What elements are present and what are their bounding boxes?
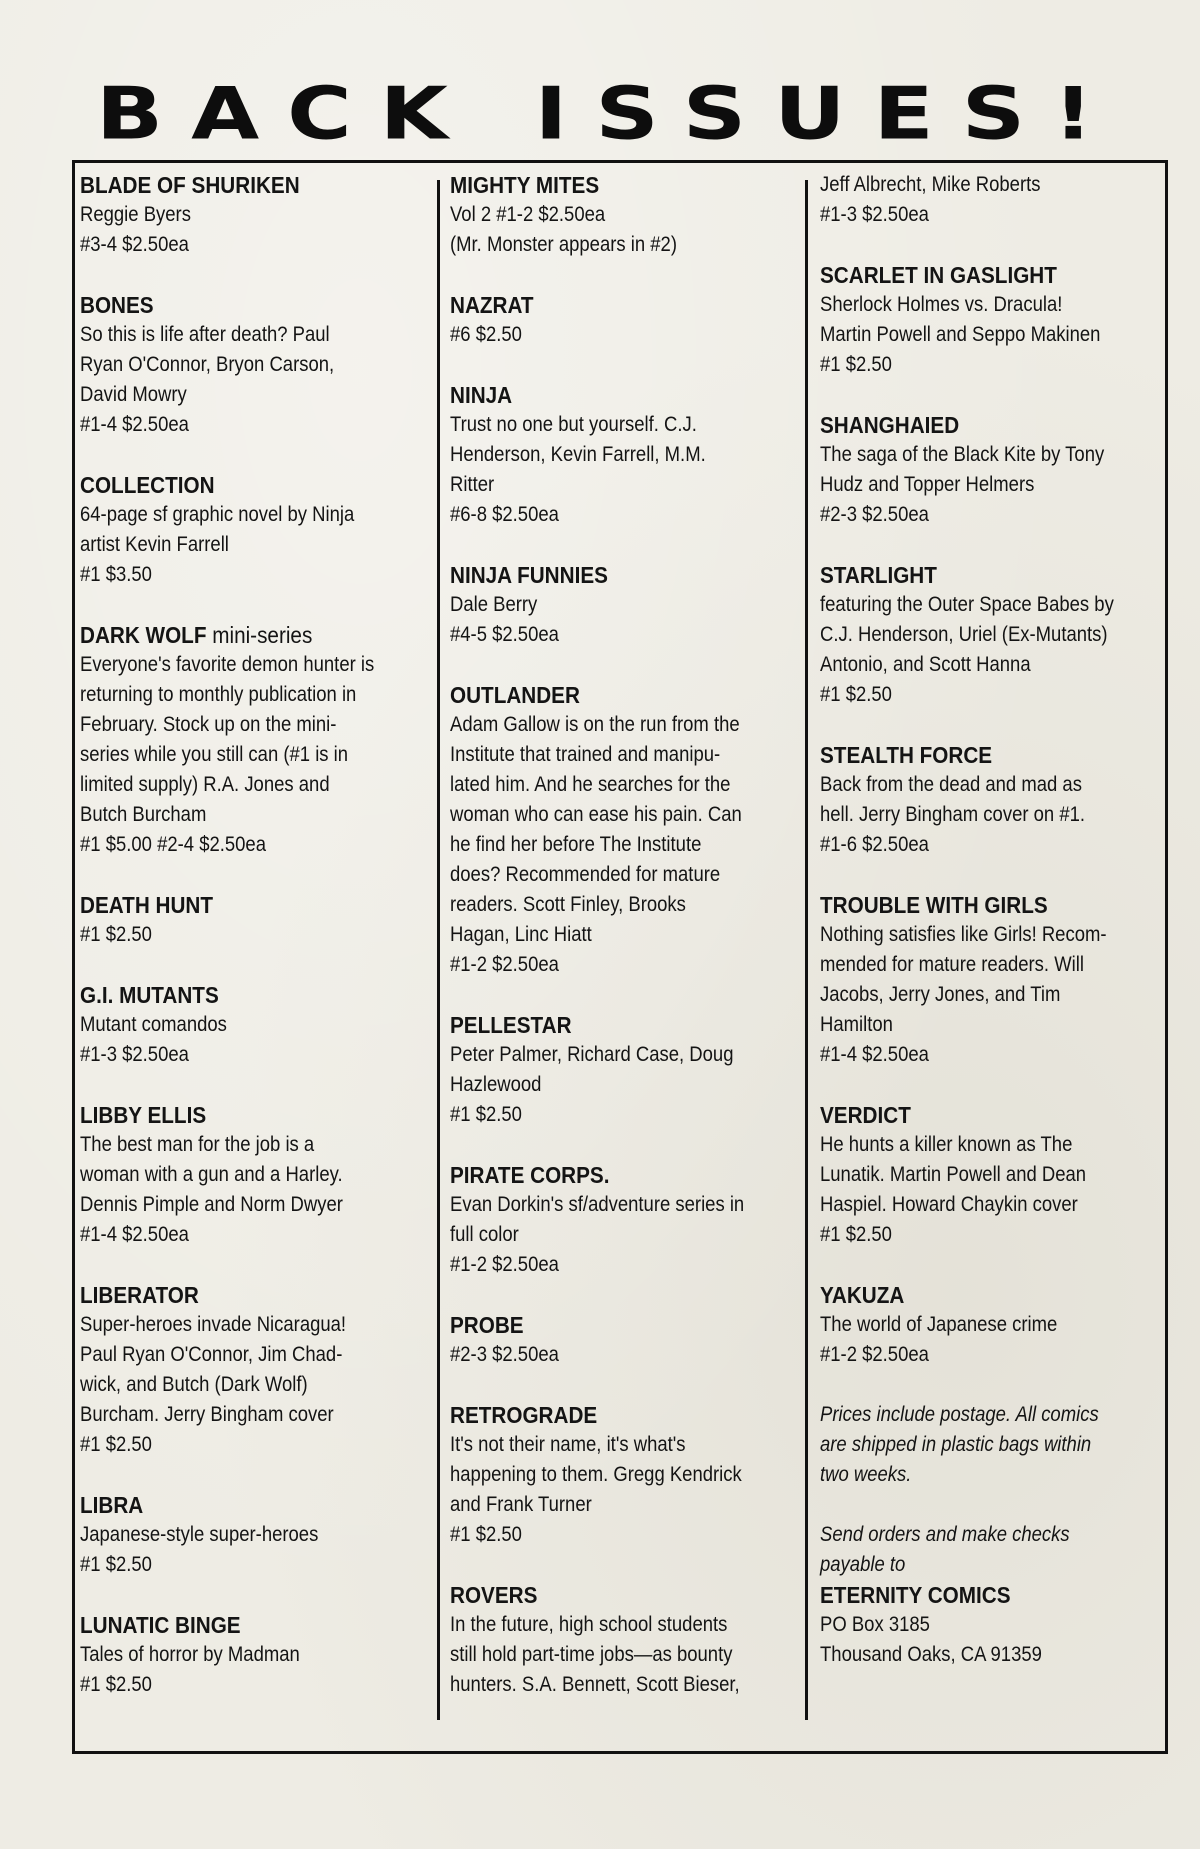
issue-detail-line: Paul Ryan O'Connor, Jim Chad-: [80, 1343, 343, 1366]
issue-detail-line: The saga of the Black Kite by Tony: [820, 443, 1105, 466]
issue-detail-line: happening to them. Gregg Kendrick: [450, 1463, 742, 1486]
issue-detail-line: Trust no one but yourself. C.J.: [450, 413, 697, 436]
issue-title-text: SHANGHAIED: [820, 412, 960, 438]
issue-title-text: OUTLANDER: [450, 682, 580, 708]
issue-detail-line: still hold part-time jobs—as bounty: [450, 1643, 733, 1666]
issue-detail-line: Tales of horror by Madman: [80, 1643, 300, 1666]
issue-title: [450, 170, 756, 200]
issue-detail-line: It's not their name, it's what's: [450, 1433, 686, 1456]
issue-entry: [450, 1310, 790, 1370]
issue-title: [80, 1280, 386, 1310]
issue-detail-line: Jacobs, Jerry Jones, and Tim: [820, 983, 1061, 1006]
issue-title: [80, 470, 386, 500]
issue-title-text: NINJA: [450, 382, 513, 408]
issue-detail-line: wick, and Butch (Dark Wolf): [80, 1373, 308, 1396]
issue-detail-line: full color: [450, 1223, 519, 1246]
issue-detail-line: So this is life after death? Paul: [80, 323, 330, 346]
issue-detail-line: Japanese-style super-heroes: [80, 1523, 319, 1546]
issue-title: [80, 620, 386, 650]
issue-title-text: YAKUZA: [820, 1282, 905, 1308]
issue-detail-line: #1 $2.50: [820, 1223, 892, 1246]
page-title: BACK ISSUES!: [96, 71, 1122, 156]
issue-detail-line: #1-3 $2.50ea: [80, 1043, 189, 1066]
issue-entry: [80, 620, 420, 860]
issue-entry: [450, 1010, 790, 1130]
issue-detail-line: #3-4 $2.50ea: [80, 233, 189, 256]
issue-detail-line: Evan Dorkin's sf/adventure series in: [450, 1193, 745, 1216]
issue-detail-line: Adam Gallow is on the run from the: [450, 713, 740, 736]
issue-title: [80, 1100, 386, 1130]
issue-detail-line: Jeff Albrecht, Mike Roberts: [820, 173, 1041, 196]
issue-detail-line: In the future, high school students: [450, 1613, 728, 1636]
issue-title-text: STEALTH FORCE: [820, 742, 993, 768]
issue-entry: [80, 980, 420, 1070]
issue-entry: [450, 1160, 790, 1280]
issue-detail-line: PO Box 3185: [820, 1613, 930, 1636]
issue-title: [450, 1160, 756, 1190]
issue-entry: [450, 170, 790, 260]
issue-detail-line: Hudz and Topper Helmers: [820, 473, 1035, 496]
issue-entry: [820, 560, 1160, 710]
issue-detail-line: Dennis Pimple and Norm Dwyer: [80, 1193, 343, 1216]
issue-detail-line: #1-2 $2.50ea: [450, 1253, 559, 1276]
column-divider: [805, 180, 808, 1720]
issue-title-text: ROVERS: [450, 1582, 538, 1608]
issue-entry: [80, 290, 420, 440]
issue-detail-line: 64-page sf graphic novel by Ninja: [80, 503, 355, 526]
issue-entry: [450, 560, 790, 650]
issue-title-text: PROBE: [450, 1312, 524, 1338]
issue-detail-line: and Frank Turner: [450, 1493, 592, 1516]
issue-detail-line: limited supply) R.A. Jones and: [80, 773, 330, 796]
issue-detail-line: woman who can ease his pain. Can: [450, 803, 742, 826]
issue-detail-line: hell. Jerry Bingham cover on #1.: [820, 803, 1086, 826]
issue-detail-line: two weeks.: [820, 1463, 912, 1486]
issue-detail-line: #1-6 $2.50ea: [820, 833, 929, 856]
issue-detail-line: hunters. S.A. Bennett, Scott Bieser,: [450, 1673, 740, 1696]
issue-detail-line: readers. Scott Finley, Brooks: [450, 893, 686, 916]
issue-title-text: RETROGRADE: [450, 1402, 598, 1428]
issue-title: [450, 1310, 756, 1340]
issue-detail-line: February. Stock up on the mini-: [80, 713, 337, 736]
issue-entry: [820, 170, 1160, 230]
issue-entry: [80, 890, 420, 950]
issue-entry: [450, 380, 790, 530]
issue-detail-line: Back from the dead and mad as: [820, 773, 1082, 796]
issue-title-text: BONES: [80, 292, 154, 318]
issue-title: [450, 1400, 756, 1430]
issue-detail-line: woman with a gun and a Harley.: [80, 1163, 343, 1186]
issue-title-text: LUNATIC BINGE: [80, 1612, 241, 1638]
issue-title: [820, 1100, 1126, 1130]
issue-detail-line: Everyone's favorite demon hunter is: [80, 653, 375, 676]
issue-detail-line: Henderson, Kevin Farrell, M.M.: [450, 443, 706, 466]
issue-detail-line: #1 $2.50: [450, 1523, 522, 1546]
issue-title: [820, 1580, 1126, 1610]
issue-entry: [450, 290, 790, 350]
issue-title: [820, 260, 1126, 290]
issue-detail-line: #1 $5.00 #2-4 $2.50ea: [80, 833, 266, 856]
issue-detail-line: Nothing satisfies like Girls! Recom-: [820, 923, 1107, 946]
issue-detail-line: does? Recommended for mature: [450, 863, 721, 886]
issue-title: [450, 290, 756, 320]
issue-title-text: NAZRAT: [450, 292, 534, 318]
issue-title: [450, 1010, 756, 1040]
issue-detail-line: #1-4 $2.50ea: [80, 413, 189, 436]
issue-title-text: MIGHTY MITES: [450, 172, 600, 198]
issue-detail-line: David Mowry: [80, 383, 187, 406]
issue-detail-line: #4-5 $2.50ea: [450, 623, 559, 646]
issue-title: [820, 560, 1126, 590]
issue-title-text: SCARLET IN GASLIGHT: [820, 262, 1057, 288]
issue-detail-line: #1 $2.50: [820, 353, 892, 376]
issue-detail-line: #1 $2.50: [80, 1553, 152, 1576]
issue-detail-line: are shipped in plastic bags within: [820, 1433, 1092, 1456]
issue-detail-line: #1-3 $2.50ea: [820, 203, 929, 226]
column-2: [450, 170, 790, 1730]
issue-entry: [80, 1490, 420, 1580]
issue-detail-line: #1-2 $2.50ea: [450, 953, 559, 976]
issue-entry: [820, 410, 1160, 530]
issue-detail-line: #6 $2.50: [450, 323, 522, 346]
issue-title: [820, 1280, 1126, 1310]
issue-entry: [450, 1400, 790, 1550]
issue-detail-line: Antonio, and Scott Hanna: [820, 653, 1031, 676]
issue-detail-line: #1 $2.50: [80, 1673, 152, 1696]
issue-entry: [450, 1580, 790, 1700]
issue-detail-line: Hazlewood: [450, 1073, 542, 1096]
issue-detail-line: Burcham. Jerry Bingham cover: [80, 1403, 334, 1426]
issue-entry: [820, 1520, 1160, 1580]
issue-entry: [820, 890, 1160, 1070]
issue-detail-line: #6-8 $2.50ea: [450, 503, 559, 526]
issue-title: [820, 410, 1126, 440]
issue-detail-line: Institute that trained and manipu-: [450, 743, 721, 766]
issue-detail-line: #1 $2.50: [80, 923, 152, 946]
issue-detail-line: Ryan O'Connor, Bryon Carson,: [80, 353, 335, 376]
issue-title: [80, 1490, 386, 1520]
issue-detail-line: Haspiel. Howard Chaykin cover: [820, 1193, 1078, 1216]
issue-detail-line: lated him. And he searches for the: [450, 773, 731, 796]
issue-title-text: DEATH HUNT: [80, 892, 214, 918]
issue-detail-line: Dale Berry: [450, 593, 538, 616]
issue-detail-line: Vol 2 #1-2 $2.50ea: [450, 203, 606, 226]
issue-detail-line: #1 $2.50: [80, 1433, 152, 1456]
issue-detail-line: #2-3 $2.50ea: [450, 1343, 559, 1366]
issue-detail-line: returning to monthly publication in: [80, 683, 357, 706]
issue-detail-line: Super-heroes invade Nicaragua!: [80, 1313, 347, 1336]
issue-detail-line: #1 $2.50: [820, 683, 892, 706]
issue-entry: [450, 680, 790, 980]
issue-detail-line: Thousand Oaks, CA 91359: [820, 1643, 1042, 1666]
issue-detail-line: Reggie Byers: [80, 203, 191, 226]
issue-title: [450, 680, 756, 710]
issue-detail-line: #1-4 $2.50ea: [820, 1043, 929, 1066]
issue-detail-line: Lunatik. Martin Powell and Dean: [820, 1163, 1087, 1186]
issue-detail-line: Peter Palmer, Richard Case, Doug: [450, 1043, 734, 1066]
issue-detail-line: Sherlock Holmes vs. Dracula!: [820, 293, 1063, 316]
issue-title-text: LIBRA: [80, 1492, 144, 1518]
issue-title: [80, 980, 386, 1010]
issue-title-text: TROUBLE WITH GIRLS: [820, 892, 1048, 918]
issue-detail-line: Butch Burcham: [80, 803, 207, 826]
issue-title-text: LIBBY ELLIS: [80, 1102, 207, 1128]
column-1: [80, 170, 420, 1730]
issue-title-text: ETERNITY COMICS: [820, 1582, 1011, 1608]
issue-detail-line: The world of Japanese crime: [820, 1313, 1058, 1336]
column-3: [820, 170, 1160, 1700]
issue-detail-line: #1 $3.50: [80, 563, 152, 586]
issue-detail-line: He hunts a killer known as The: [820, 1133, 1073, 1156]
issue-title: [450, 560, 756, 590]
issue-detail-line: payable to: [820, 1553, 906, 1576]
issue-title-text: PIRATE CORPS.: [450, 1162, 610, 1188]
issue-detail-line: #2-3 $2.50ea: [820, 503, 929, 526]
issue-detail-line: #1 $2.50: [450, 1103, 522, 1126]
issue-title-text: NINJA FUNNIES: [450, 562, 608, 588]
issue-title: [80, 290, 386, 320]
issue-detail-line: Hamilton: [820, 1013, 893, 1036]
issue-title-text: LIBERATOR: [80, 1282, 199, 1308]
issue-entry: [820, 1280, 1160, 1370]
issue-entry: [820, 1580, 1160, 1670]
issue-detail-line: Hagan, Linc Hiatt: [450, 923, 592, 946]
issue-entry: [820, 1100, 1160, 1250]
issue-title-suffix: mini-series: [206, 622, 313, 648]
issue-title: [450, 380, 756, 410]
issue-detail-line: series while you still can (#1 is in: [80, 743, 349, 766]
issue-detail-line: #1-4 $2.50ea: [80, 1223, 189, 1246]
issue-detail-line: (Mr. Monster appears in #2): [450, 233, 677, 256]
issue-detail-line: mended for mature readers. Will: [820, 953, 1084, 976]
issue-title: [80, 890, 386, 920]
issue-entry: [80, 170, 420, 260]
issue-entry: [820, 740, 1160, 860]
issue-title-text: VERDICT: [820, 1102, 911, 1128]
issue-title: [820, 740, 1126, 770]
column-divider: [437, 180, 440, 1720]
issue-entry: [80, 1100, 420, 1250]
issue-title-text: PELLESTAR: [450, 1012, 572, 1038]
issue-detail-line: artist Kevin Farrell: [80, 533, 229, 556]
issue-entry: [80, 1280, 420, 1460]
issue-detail-line: Send orders and make checks: [820, 1523, 1070, 1546]
issue-entry: [80, 1610, 420, 1700]
issue-title: [450, 1580, 756, 1610]
issue-detail-line: featuring the Outer Space Babes by: [820, 593, 1114, 616]
issue-detail-line: C.J. Henderson, Uriel (Ex-Mutants): [820, 623, 1108, 646]
issue-title-text: STARLIGHT: [820, 562, 937, 588]
issue-detail-line: Mutant comandos: [80, 1013, 227, 1036]
issue-detail-line: Ritter: [450, 473, 495, 496]
issue-title: [820, 890, 1126, 920]
issue-detail-line: Prices include postage. All comics: [820, 1403, 1099, 1426]
issue-title-text: DARK WOLF: [80, 622, 207, 648]
issue-detail-line: The best man for the job is a: [80, 1133, 315, 1156]
issue-detail-line: Martin Powell and Seppo Makinen: [820, 323, 1101, 346]
issue-title-text: COLLECTION: [80, 472, 215, 498]
issue-title: [80, 1610, 386, 1640]
issue-title-text: BLADE OF SHURIKEN: [80, 172, 300, 198]
issue-entry: [820, 1400, 1160, 1490]
issue-entry: [820, 260, 1160, 380]
issue-title-text: G.I. MUTANTS: [80, 982, 219, 1008]
issue-title: [80, 170, 386, 200]
issue-detail-line: #1-2 $2.50ea: [820, 1343, 929, 1366]
issue-entry: [80, 470, 420, 590]
issue-detail-line: he find her before The Institute: [450, 833, 702, 856]
